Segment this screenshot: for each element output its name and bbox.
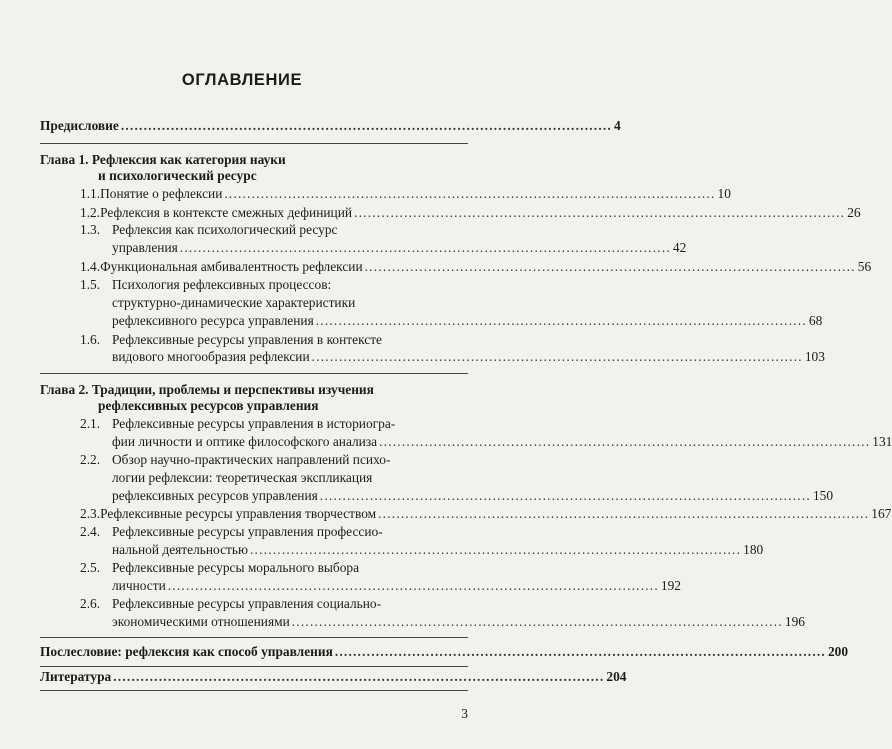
page-title: ОГЛАВЛЕНИЕ xyxy=(181,71,303,89)
toc-entry-1-5-line3: рефлексивного ресурса управления ............................................................................................................ 68 xyxy=(112,313,823,328)
divider xyxy=(40,666,468,667)
chapter-2-title-line1: Глава 2. Традиции, проблемы и перспективы изучения xyxy=(40,382,374,397)
page-number: 3 xyxy=(461,706,468,721)
divider xyxy=(40,143,468,144)
toc-entry-1-2: 1.2. Рефлексия в контексте смежных дефиниций ............................................................................................................ 26 xyxy=(80,205,861,220)
toc-entry-2-3: 2.3. Рефлексивные ресурсы управления творчеством ............................................................................................................ 167 xyxy=(80,506,892,521)
toc-entry-2-4-line2: нальной деятельностью ............................................................................................................ 180 xyxy=(112,542,764,557)
toc-entry-2-1-line1: 2.1. Рефлексивные ресурсы управления в историогра- xyxy=(80,416,396,431)
toc-entry-text: Предисловие xyxy=(40,118,119,133)
toc-entry-2-2-line2: логии рефлексии: теоретическая экспликация xyxy=(112,470,373,485)
toc-entry-page: 4 xyxy=(613,118,621,133)
toc-entry-1-3-line1: 1.3. Рефлексия как психологический ресурс xyxy=(80,222,338,237)
toc-entry-afterword: Послесловие: рефлексия как способ управления ............................................................................................................ 200 xyxy=(40,644,849,659)
divider xyxy=(40,373,468,374)
toc-entry-1-1: 1.1. Понятие о рефлексии ............................................................................................................ 10 xyxy=(80,186,731,201)
chapter-2-title-line2: рефлексивных ресурсов управления xyxy=(98,398,319,413)
toc-entry-2-5-line1: 2.5. Рефлексивные ресурсы морального выбора xyxy=(80,560,360,575)
toc-entry-1-3-line2: управления ............................................................................................................ 42 xyxy=(112,240,687,255)
toc-entry-1-6-line1: 1.6. Рефлексивные ресурсы управления в контексте xyxy=(80,332,382,347)
toc-entry-literature: Литература ............................................................................................................ 204 xyxy=(40,669,627,684)
chapter-1-title-line1: Глава 1. Рефлексия как категория науки xyxy=(40,152,286,167)
toc-entry-2-2-line1: 2.2. Обзор научно-практических направлений психо- xyxy=(80,452,391,467)
toc-entry-2-5-line2: личности ............................................................................................................ 192 xyxy=(112,578,681,593)
divider xyxy=(40,690,468,691)
toc-entry-2-2-line3: рефлексивных ресурсов управления ............................................................................................................ 150 xyxy=(112,488,834,503)
toc-entry-1-6-line2: видового многообразия рефлексии ............................................................................................................ 103 xyxy=(112,349,825,364)
toc-entry-1-5-line1: 1.5. Психология рефлексивных процессов: xyxy=(80,277,332,292)
toc-entry-1-5-line2: структурно-динамические характеристики xyxy=(112,295,356,310)
toc-entry-2-1-line2: фии личности и оптике философского анализа ............................................................................................................ 131 xyxy=(112,434,892,449)
chapter-1-title-line2: и психологический ресурс xyxy=(98,168,257,183)
leader-dots: ............................................................................................................ xyxy=(120,118,612,133)
toc-entry-2-4-line1: 2.4. Рефлексивные ресурсы управления профессио- xyxy=(80,524,383,539)
toc-entry-2-6-line2: экономическими отношениями ............................................................................................................ 196 xyxy=(112,614,805,629)
toc-entry-2-6-line1: 2.6. Рефлексивные ресурсы управления социально- xyxy=(80,596,382,611)
toc-entry-preface xyxy=(40,118,621,134)
toc-entry-1-4: 1.4. Функциональная амбивалентность рефлексии ............................................................................................................ 56 xyxy=(80,259,872,274)
divider xyxy=(40,637,468,638)
